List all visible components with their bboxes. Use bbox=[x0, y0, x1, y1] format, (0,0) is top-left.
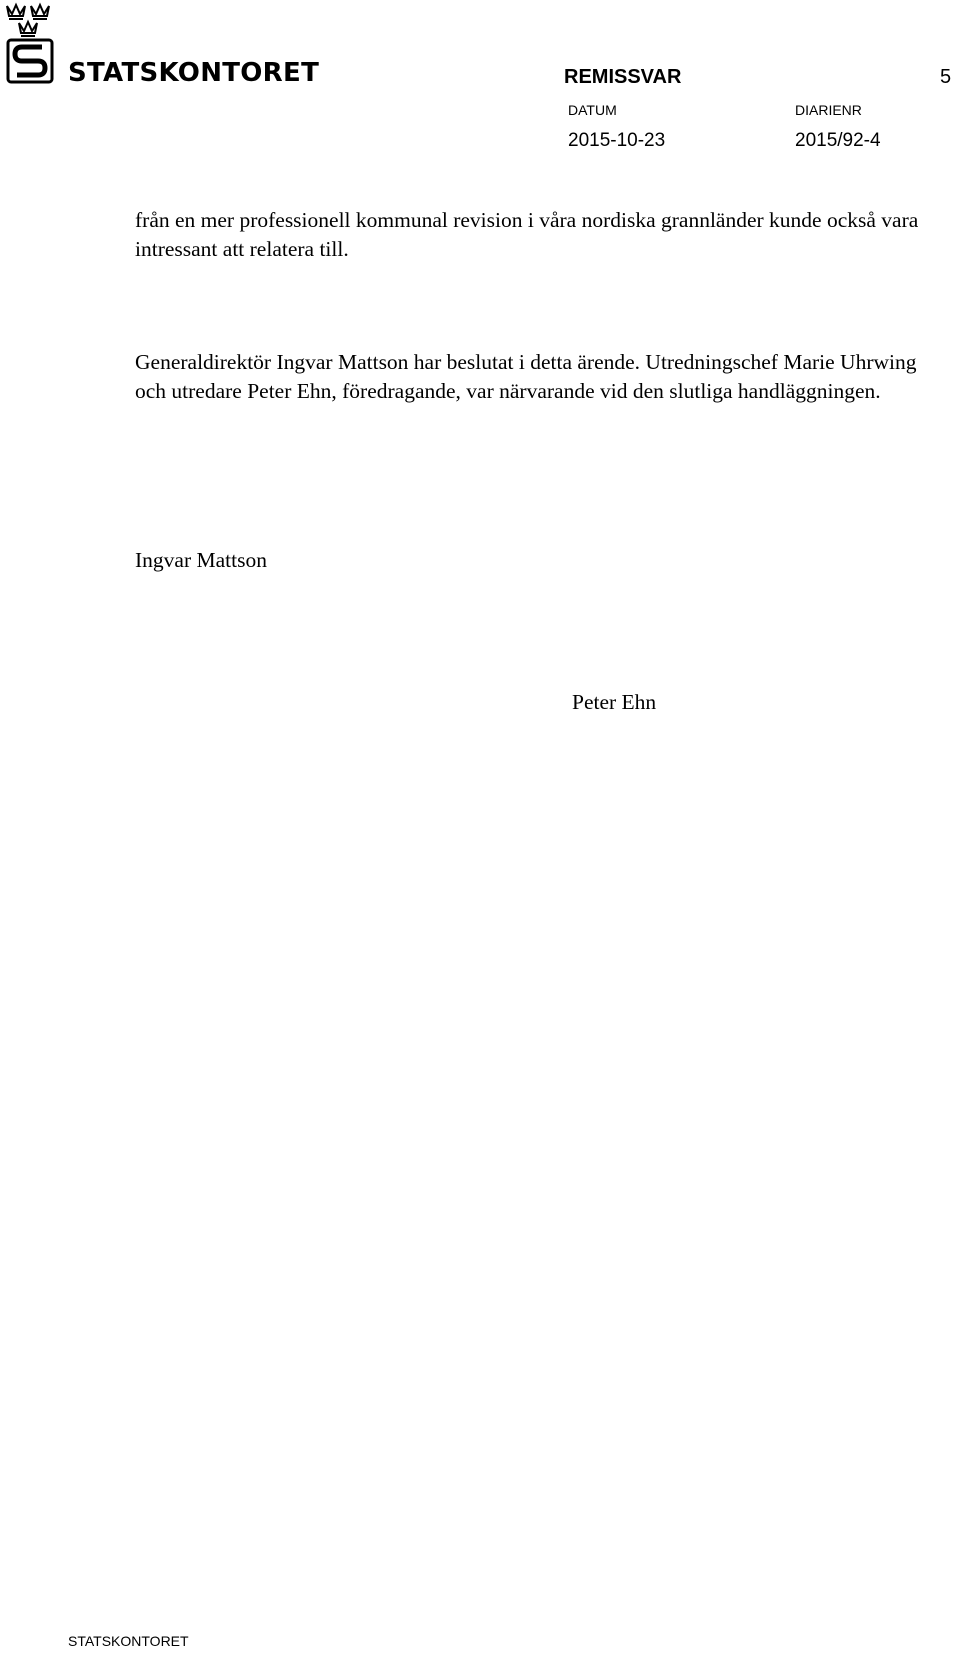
body-paragraph: från en mer professionell kommunal revision i våra nordiska grannländer kunde också vara intressant att relatera till. bbox=[135, 208, 919, 261]
org-wordmark: STATSKONTORET bbox=[68, 58, 320, 88]
date-label: DATUM bbox=[568, 102, 617, 118]
decision-paragraph: Generaldirektör Ingvar Mattson har beslutat i detta ärende. Utredningschef Marie Uhrwing och utredare Peter Ehn, föredragande, var närvarande vid den slutliga handläggningen. bbox=[135, 350, 917, 403]
signature-director-general: Ingvar Mattson bbox=[135, 548, 267, 572]
reference-label: DIARIENR bbox=[795, 102, 862, 118]
page-number: 5 bbox=[940, 66, 952, 88]
document-type: REMISSVAR bbox=[564, 66, 682, 88]
statskontoret-logo-icon bbox=[4, 0, 64, 86]
date-value: 2015-10-23 bbox=[568, 130, 666, 151]
footer-org-name: STATSKONTORET bbox=[68, 1633, 189, 1649]
signature-rapporteur: Peter Ehn bbox=[572, 690, 657, 714]
reference-value: 2015/92-4 bbox=[795, 130, 881, 151]
